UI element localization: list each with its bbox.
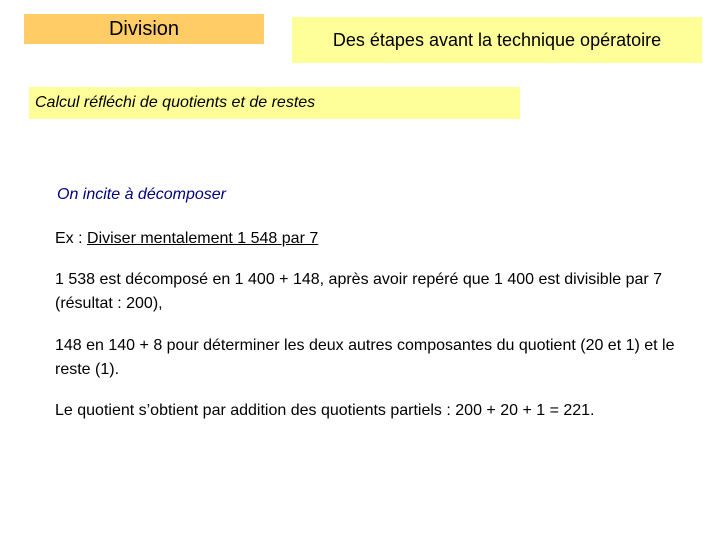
paragraph-remainder: 148 en 140 + 8 pour déterminer les deux autres composantes du quotient (20 et 1) et le reste (1). — [55, 337, 675, 378]
example-prefix: Ex : — [55, 230, 88, 247]
example-text: Diviser mentalement 1 548 par 7 — [87, 230, 319, 247]
title-box — [24, 14, 264, 44]
example-line — [55, 227, 318, 251]
page-subtitle: Des étapes avant la technique opératoire — [332, 30, 662, 50]
paragraph-decomposition: 1 538 est décomposé en 1 400 + 148, après avoir repéré que 1 400 est divisible par 7 (résultat : 200), — [55, 271, 663, 312]
section-heading-box — [29, 87, 520, 119]
paragraph-quotient-sum: Le quotient s’obtient par addition des quotients partiels : 200 + 20 + 1 = 221. — [55, 402, 595, 419]
section-heading: Calcul réfléchi de quotients et de restes — [35, 94, 316, 111]
subtitle-box — [292, 17, 702, 63]
intro-text: On incite à décomposer — [57, 186, 226, 203]
page-title: Division — [108, 18, 180, 40]
